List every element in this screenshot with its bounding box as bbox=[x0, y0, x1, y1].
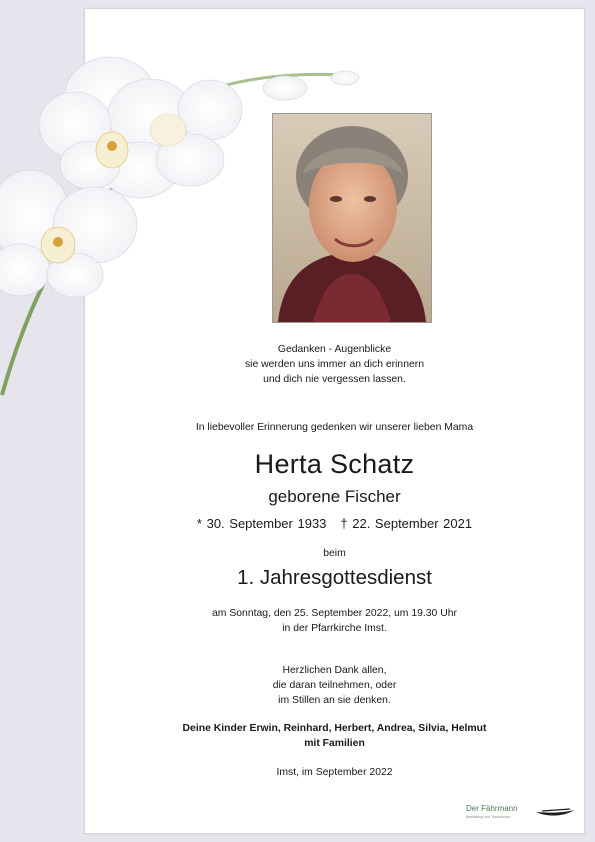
event-datetime: am Sonntag, den 25. September 2022, um 19.30 Uhr bbox=[212, 608, 457, 619]
logo-tagline: Bestattung und Trauerkultur bbox=[466, 815, 511, 819]
logo-name: Der Fährmann bbox=[466, 804, 518, 813]
deceased-name: Herta Schatz bbox=[254, 449, 415, 479]
death-date: † 22. September 2021 bbox=[340, 516, 473, 531]
intro-text: In liebevoller Erinnerung gedenken wir unserer lieben Mama bbox=[195, 422, 474, 433]
maiden-name: geborene Fischer bbox=[268, 487, 401, 506]
poem-line: sie werden uns immer an dich erinnern bbox=[244, 359, 425, 370]
portrait-photo bbox=[272, 113, 432, 323]
thanks-text bbox=[84, 663, 585, 708]
family-line: Deine Kinder Erwin, Reinhard, Herbert, Andrea, Silvia, Helmut bbox=[182, 723, 487, 734]
family-signature bbox=[84, 721, 585, 751]
birth-date: * 30. September 1933 bbox=[196, 516, 327, 531]
thanks-line: im Stillen an sie denken. bbox=[278, 695, 391, 706]
faehrmann-logo bbox=[466, 804, 576, 824]
thanks-line: die daran teilnehmen, oder bbox=[272, 680, 397, 691]
event-title: 1. Jahresgottesdienst bbox=[237, 566, 432, 589]
poem-line: Gedanken - Augenblicke bbox=[277, 344, 392, 355]
place-date: Imst, im September 2022 bbox=[276, 767, 393, 778]
family-line: mit Familien bbox=[304, 738, 365, 749]
memorial-poem bbox=[84, 342, 585, 387]
event-location: in der Pfarrkirche Imst. bbox=[282, 623, 387, 634]
life-dates bbox=[84, 516, 585, 531]
event-details bbox=[84, 606, 585, 636]
beim-text: beim bbox=[323, 548, 346, 559]
boat-icon bbox=[536, 808, 574, 818]
poem-line: und dich nie vergessen lassen. bbox=[263, 374, 406, 385]
thanks-line: Herzlichen Dank allen, bbox=[282, 665, 387, 676]
